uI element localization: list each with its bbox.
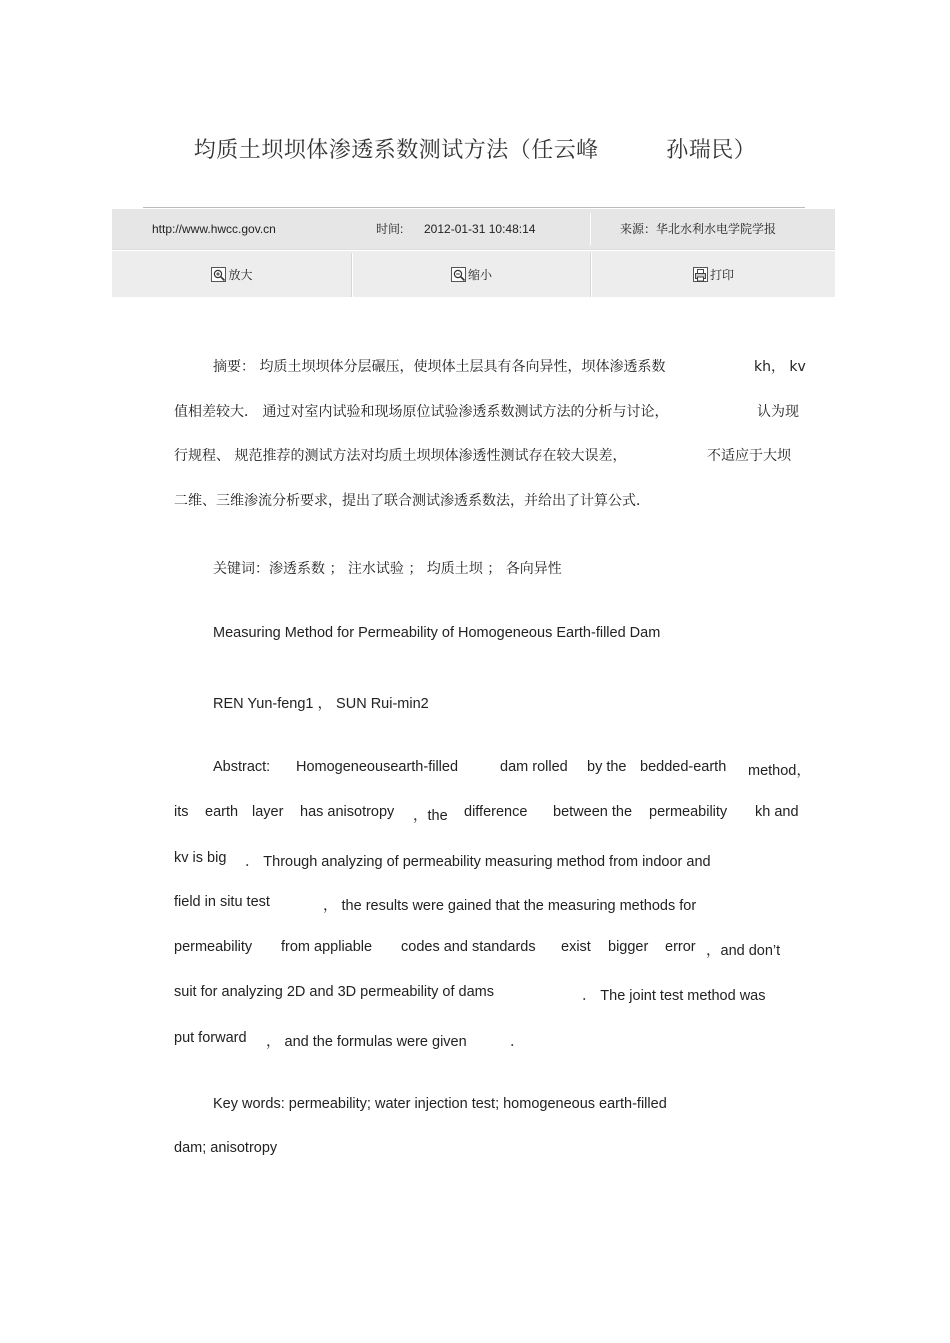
zoom-out-icon xyxy=(451,267,466,282)
source-url: http://www.hwcc.gov.cn xyxy=(152,222,276,236)
keywords-cn: 关键词：渗透系数 ； 注水试验 ； 均质土坝 ； 各向异性 xyxy=(213,561,562,577)
abstract-en-word: ，and don’t xyxy=(706,943,781,959)
time-value: 2012-01-31 10:48:14 xyxy=(424,222,536,236)
keywords-en-line: Key words: permeability; water injection test; homogeneous earth-filled xyxy=(213,1096,667,1112)
abstract-cn-line: 摘要： 均质土坝坝体分层碾压，使坝体土层具有各向异性，坝体渗透系数 xyxy=(213,359,666,375)
zoom-out-button[interactable] xyxy=(353,251,590,297)
abstract-en-word: error xyxy=(665,939,696,955)
abstract-en-word: Abstract: xyxy=(213,759,271,775)
abstract-en-word: difference xyxy=(464,804,528,820)
abstract-en-word: bedded-earth xyxy=(640,759,727,775)
printer-icon xyxy=(693,267,708,282)
source-label: 来源：华北水利水电学院学报 xyxy=(620,222,777,236)
abstract-en-word: ，the xyxy=(413,808,448,824)
abstract-en-word: method， xyxy=(748,763,811,779)
abstract-en-word: ． The joint test method was xyxy=(582,988,766,1004)
abstract-en-word: field in situ test xyxy=(174,894,270,910)
abstract-en-word: ． Through analyzing of permeability measuring method from indoor and xyxy=(245,854,711,870)
time-label: 时间: xyxy=(376,222,404,236)
abstract-cn-line: 不适应于大坝 xyxy=(707,448,791,464)
abstract-en-word: suit for analyzing 2D and 3D permeability of dams xyxy=(174,984,494,1000)
abstract-en-word: by the xyxy=(587,759,627,775)
abstract-en-word: layer xyxy=(252,804,284,820)
abstract-en-word: ． xyxy=(510,1034,525,1050)
zoom-in-button[interactable] xyxy=(112,251,352,297)
article-toolbar xyxy=(112,251,835,297)
abstract-en-word: kv is big xyxy=(174,850,227,866)
abstract-en-word: permeability xyxy=(649,804,728,820)
abstract-en-word: codes and standards xyxy=(401,939,536,955)
abstract-en-word: ， the results were gained that the measuring methods for xyxy=(323,898,697,914)
abstract-cn-line: 行规程、 规范推荐的测试方法对均质土坝坝体渗透性测试存在较大误差， xyxy=(174,448,627,464)
abstract-en-word: has anisotropy xyxy=(300,804,395,820)
keywords-en-line: dam; anisotropy xyxy=(174,1140,278,1156)
abstract-cn-line: 二维、三维渗流分析要求，提出了联合测试渗透系数法，并给出了计算公式． xyxy=(174,493,650,509)
title-divider xyxy=(143,207,805,208)
abstract-en-word: between the xyxy=(553,804,633,820)
abstract-cn-line: 值相差较大． 通过对室内试验和现场原位试验渗透系数测试方法的分析与讨论， xyxy=(174,404,669,420)
zoom-in-label: 放大 xyxy=(228,267,253,282)
zoom-in-icon xyxy=(211,267,226,282)
abstract-cn-line: 认为现 xyxy=(757,404,799,420)
abstract-en-word: dam rolled xyxy=(500,759,568,775)
abstract-en-word: permeability xyxy=(174,939,253,955)
zoom-out-label: 缩小 xyxy=(467,267,492,282)
abstract-en-word: its xyxy=(174,804,189,820)
info-separator xyxy=(590,213,591,245)
article-info-bar xyxy=(112,209,835,250)
abstract-en-word: exist xyxy=(561,939,591,955)
abstract-en-word: from appliable xyxy=(281,939,373,955)
abstract-en-word: Homogeneousearth-filled xyxy=(296,759,459,775)
print-label: 打印 xyxy=(709,267,734,282)
abstract-en-word: ， and the formulas were given xyxy=(266,1034,467,1050)
abstract-en-word: earth xyxy=(205,804,239,820)
abstract-en-word: bigger xyxy=(608,939,649,955)
abstract-en-word: put forward xyxy=(174,1030,247,1046)
abstract-cn-line: kh， kv xyxy=(754,359,806,375)
abstract-en-word: kh and xyxy=(755,804,799,820)
english-authors: REN Yun-feng1 ， SUN Rui-min2 xyxy=(213,696,429,712)
print-button[interactable] xyxy=(592,251,835,297)
english-title: Measuring Method for Permeability of Homogeneous Earth-filled Dam xyxy=(213,625,661,641)
page-title: 均质土坝坝体渗透系数测试方法（任云峰 孙瑞民） xyxy=(193,138,757,163)
